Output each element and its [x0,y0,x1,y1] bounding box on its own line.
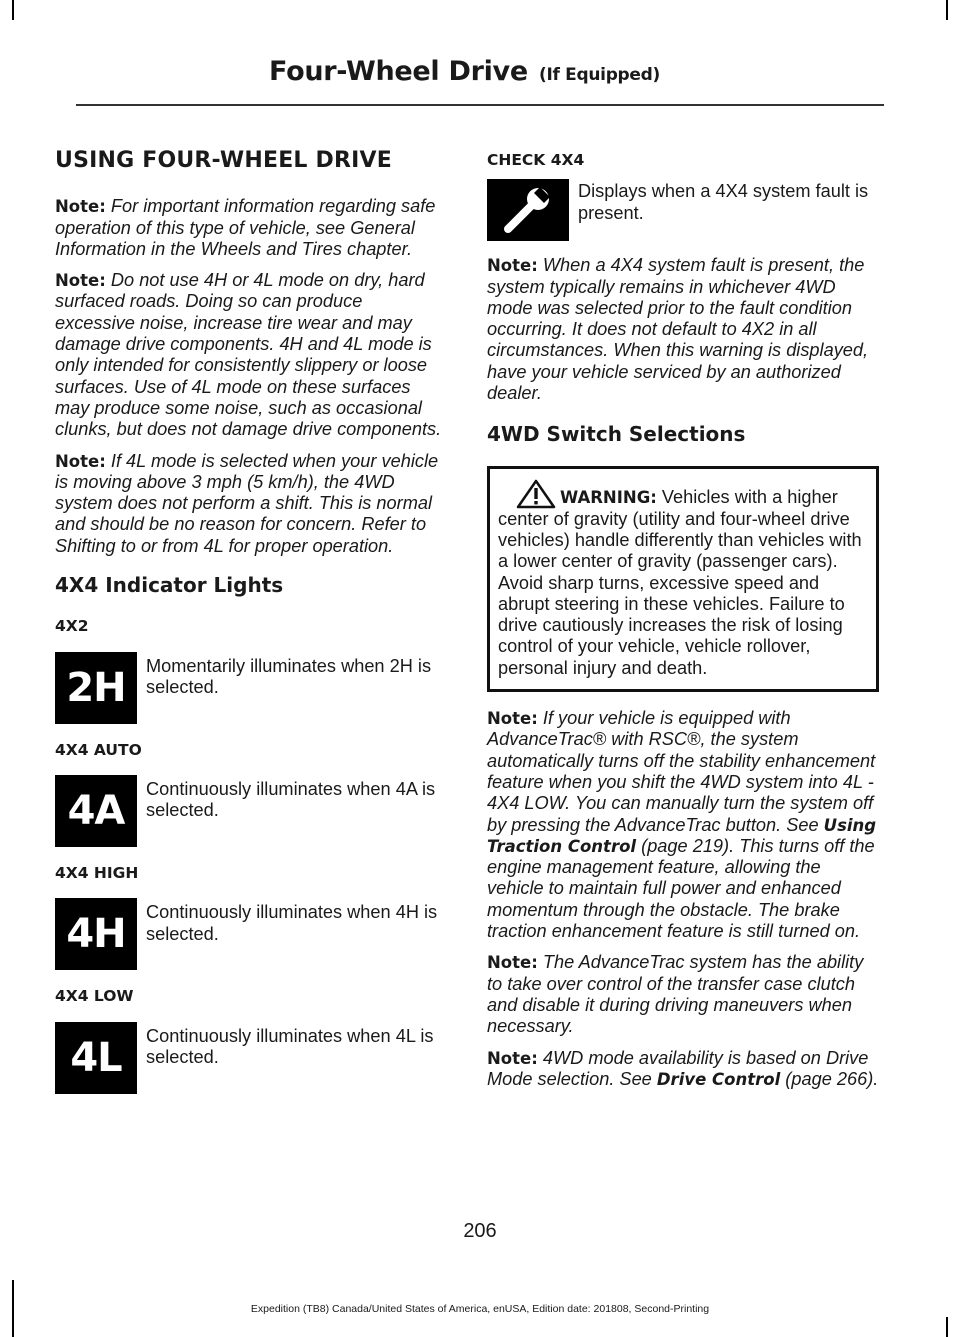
note-paragraph [487,952,879,1037]
indicator-row-4x2 [55,652,447,724]
note-text: When a 4X4 system fault is present, the system typically remains in whichever 4WD mode was selected prior to the fault condition occurring. It does not default to 4X2 in all circumstances. When this warning is displayed, have your vehicle serviced by an authorized dealer. [487,255,869,404]
warning-triangle-icon [516,479,556,509]
crop-mark [946,1317,948,1337]
note-label: Note: [487,953,538,973]
note-label: Note: [487,256,538,276]
note-paragraph [487,708,879,942]
note-text: (page 266). [780,1068,879,1089]
note-text: 4WD mode availability is based on Drive Mode selection. See [487,1047,869,1089]
4a-indicator-icon: 4A [55,775,137,847]
note-text: The AdvanceTrac system has the ability to take over control of the transfer case clutch and disable it during driving maneuvers when necessary. [487,952,864,1037]
note-label: Note: [55,197,106,217]
wrench-icon [487,179,569,241]
indicator-description: Momentarily illuminates when 2H is selected. [146,655,432,697]
indicator-label-4x4-auto: 4X4 AUTO [55,740,142,759]
chapter-title-text: Four-Wheel Drive [269,56,528,87]
note-text: For important information regarding safe operation of this type of vehicle, see General Information in the Wheels and Tires chapter. [55,196,436,259]
crop-mark [946,0,948,20]
chapter-title [269,56,660,87]
note-text: If your vehicle is equipped with AdvanceTrac® with RSC®, the system automatically turns off the stability enhancement feature when you shift the 4WD system into 4L - 4X4 LOW. You can manually turn the system off by pressing the AdvanceTrac button. See [487,708,876,835]
warning-label: WARNING: [560,487,657,507]
note-text: (page 219). This turns off the engine management feature, allowing the vehicle to maintain full power and enhanced momentum through the obstacle. The brake traction enhancement feature is still turned on. [487,835,875,942]
note-label: Note: [55,451,106,471]
note-label: Note: [487,1048,538,1068]
4h-indicator-icon: 4H [55,898,137,970]
indicator-row-4x4-high [55,898,447,970]
note-paragraph [55,270,447,440]
indicator-label-4x4-high: 4X4 HIGH [55,863,139,882]
cross-reference-link[interactable]: Using Traction Control [487,815,877,856]
note-paragraph [487,255,879,404]
2h-indicator-icon: 2H [55,652,137,724]
note-paragraph [55,196,447,260]
header-divider [76,104,884,106]
check-4x4-description: Displays when a 4X4 system fault is present. [578,181,869,223]
footer-text: Expedition (TB8) Canada/United States of America, enUSA, Edition date: 201808, Second-Printing [250,1303,710,1315]
note-text: Do not use 4H or 4L mode on dry, hard surfaced roads. Doing so can produce excessive noise, increase tire wear and may damage drive components. 4H and 4L mode is only intended for consistently slippery or loose surfaces. Use of 4L mode on these surfaces may produce some noise, such as occasional clunks, but does not damage drive components. [55,270,442,440]
warning-text: Vehicles with a higher center of gravity (utility and four-wheel drive vehicles) handle differently than vehicles with a lower center of gravity (passenger cars). Avoid sharp turns, excessive speed and abrupt steering in these vehicles. Failure to drive cautiously increases the risk of losing control of your vehicle, vehicle rollover, personal injury and death. [498,486,862,678]
page-number: 206 [463,1220,497,1242]
cross-reference-link[interactable]: Drive Control [656,1069,781,1089]
switch-selections-heading: 4WD Switch Selections [487,422,746,447]
note-paragraph [487,1048,879,1091]
indicator-row-4x4-auto [55,775,447,847]
indicator-row-4x4-low [55,1022,447,1094]
left-column [55,150,447,1110]
indicator-lights-heading: 4X4 Indicator Lights [55,573,284,598]
indicator-label-4x2: 4X2 [55,617,89,636]
note-label: Note: [55,271,106,291]
crop-mark [12,0,14,20]
note-text: If 4L mode is selected when your vehicle is moving above 3 mph (5 km/h), the 4WD system does not perform a shift. This is normal and should be no reason for concern. Refer to Shifting to or from 4L for proper operation. [55,450,439,556]
indicator-description: Continuously illuminates when 4L is selected. [146,1025,434,1067]
note-label: Note: [487,709,538,729]
warning-box [487,466,879,692]
indicator-description: Continuously illuminates when 4H is selected. [146,902,438,944]
check-4x4-row [487,179,879,241]
right-column [487,150,879,1100]
note-paragraph [55,451,447,557]
chapter-subtitle: (If Equipped) [538,65,660,85]
section-heading: USING FOUR-WHEEL DRIVE [55,148,392,173]
indicator-description: Continuously illuminates when 4A is selected. [146,778,436,821]
check-4x4-heading: CHECK 4X4 [487,151,585,169]
4l-indicator-icon: 4L [55,1022,137,1094]
indicator-label-4x4-low: 4X4 LOW [55,987,134,1006]
